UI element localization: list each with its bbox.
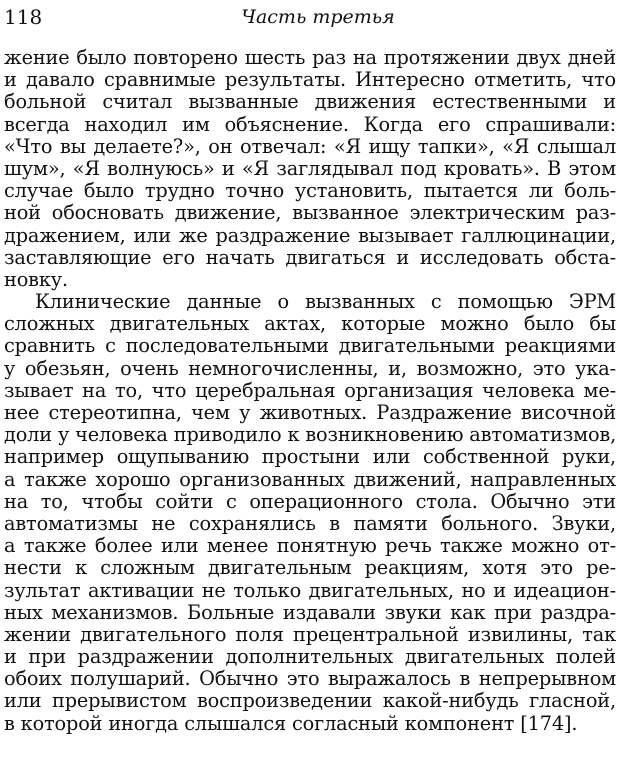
text-line: ных механизмов. Больные издавали звуки как при раздра-	[4, 600, 616, 624]
text-line: жении двигательного поля прецентральной извилины, так	[4, 622, 616, 646]
text-line: дражением, или же раздражение вызывает галлюцинации,	[4, 223, 616, 247]
paragraph-2	[4, 291, 616, 735]
text-line: а также хорошо организованных движений, направленных	[4, 467, 616, 491]
text-line: и при раздражении дополнительных двигательных полей	[4, 645, 616, 669]
text-line: нее стереотипна, чем у животных. Раздражение височной	[4, 401, 616, 424]
text-line: обоих полушарий. Обычно это выражалось в непрерывном	[4, 667, 616, 691]
page-number: 118	[4, 5, 43, 29]
text-line: сравнить с последовательными двигательными реакциями	[4, 334, 616, 358]
text-line: новку.	[4, 267, 68, 291]
text-line: а также более или менее понятную речь также можно от-	[4, 534, 616, 558]
running-head	[4, 2, 616, 32]
text-line: или прерывистом воспроизведении какой-нибудь гласной,	[4, 689, 616, 713]
text-line: случае было трудно точно установить, пытается ли боль-	[4, 179, 616, 203]
text-line: зультат активации не только двигательных, но и идеацион-	[4, 578, 616, 602]
text-line: автоматизмы не сохранялись в памяти больного. Звуки,	[4, 511, 616, 535]
text-line: ной обосновать движение, вызванное электрическим раз-	[4, 201, 616, 225]
text-line: и давало сравнимые результаты. Интересно отметить, что	[4, 68, 616, 92]
text-line: на то, чтобы сойти с операционного стола. Обычно эти	[4, 489, 616, 513]
text-line: больной считал вызванные движения естественными и	[4, 90, 616, 114]
text-line: всегда находил им объяснение. Когда его спрашивали:	[4, 112, 616, 136]
paragraph-1	[4, 47, 616, 291]
text-line: доли у человека приводило к возникновению автоматизмов,	[4, 423, 617, 447]
body-text	[4, 47, 616, 735]
text-line: нести к сложным двигательным реакциям, хотя это ре-	[4, 556, 616, 580]
text-line: «Что вы делаете?», он отвечал: «Я ищу тапки», «Я слышал	[4, 134, 616, 158]
text-line: шум», «Я волнуюсь» и «Я заглядывал под кровать». В этом	[4, 156, 616, 180]
text-line: жение было повторено шесть раз на протяжении двух дней	[4, 46, 616, 69]
text-line: зывает на то, что церебральная организация человека ме-	[4, 378, 616, 402]
text-line: у обезьян, очень немногочисленны, и, возможно, это ука-	[4, 356, 616, 380]
text-line: заставляющие его начать двигаться и исследовать обста-	[4, 245, 616, 269]
text-line: в которой иногда слышался согласный компонент [174].	[4, 711, 578, 735]
text-line: например ощупыванию простыни или собственной руки,	[4, 445, 616, 469]
text-line: сложных двигательных актах, которые можно было бы	[4, 312, 616, 336]
text-line: Клинические данные о вызванных с помощью ЭРМ	[35, 290, 616, 314]
running-head-title: Часть третья	[241, 6, 395, 28]
